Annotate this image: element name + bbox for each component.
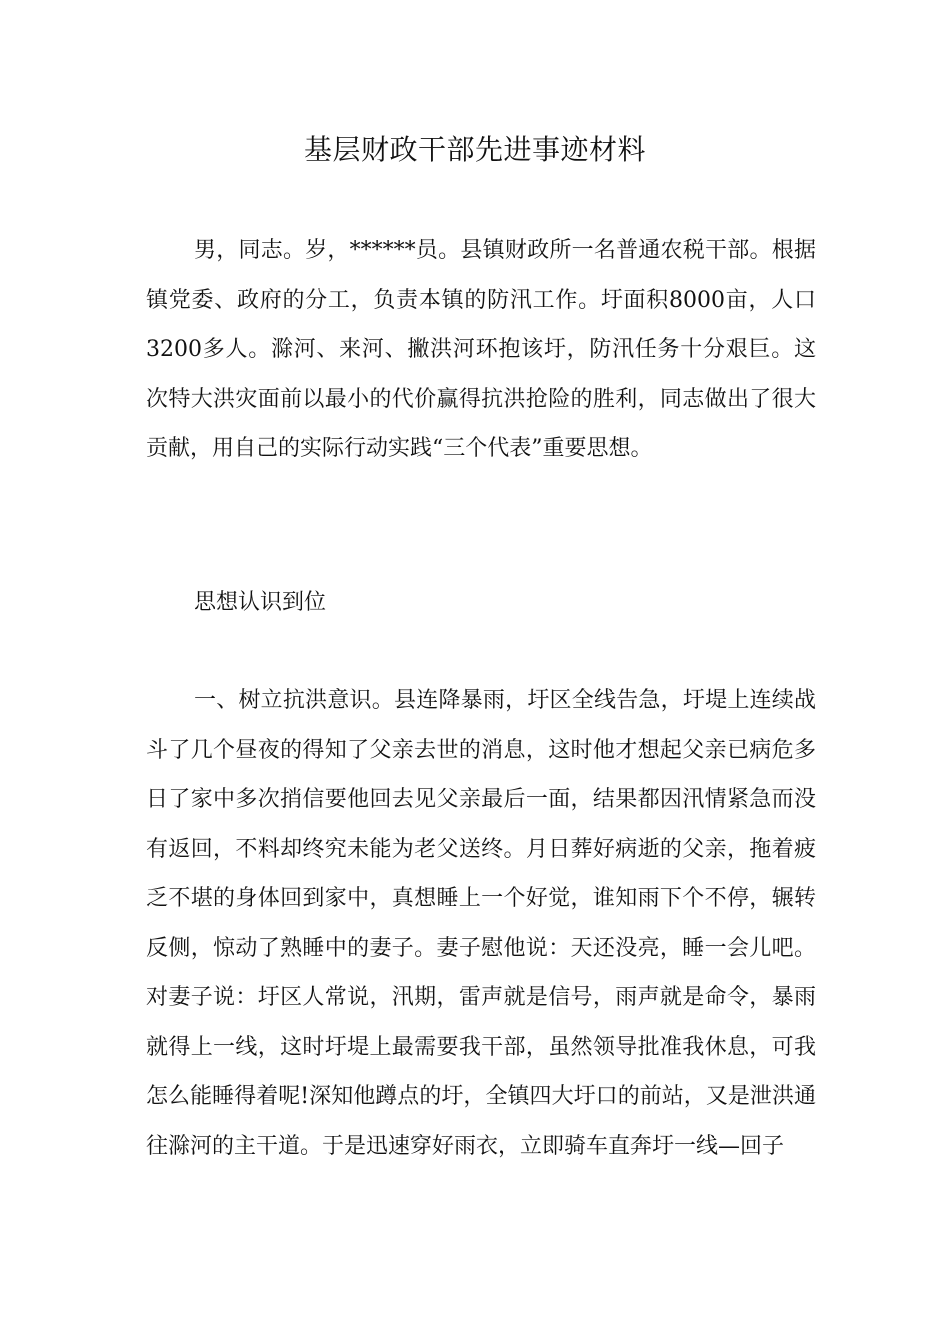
document-title: 基层财政干部先进事迹材料: [303, 133, 646, 166]
section-heading: 思想认识到位: [194, 590, 327, 615]
paragraph-body: 一、树立抗洪意识。县连降暴雨，圩区全线告急，圩堤上连续战斗了几个昼夜的得知了父亲去世的消息，这时他才想起父亲已病危多日了家中多次捎信要他回去见父亲最后一面，结果都因汛情紧急而没有返回，不料却终究未能为老父送终。月日葬好病逝的父亲，拖着疲乏不堪的身体回到家中，真想睡上一个好觉，谁知雨下个不停，辗转反侧，惊动了熟睡中的妻子。妻子慰他说：天还没亮，睡一会儿吧。对妻子说：圩区人常说，汛期，雷声就是信号，雨声就是命令，暴雨就得上一线，这时圩堤上最需要我干部，虽然领导批准我休息，可我怎么能睡得着呢!深知他蹲点的圩，全镇四大圩口的前站，又是泄洪通往滁河的主干道。于是迅速穿好雨衣，立即骑车直奔圩一线—回子: [146, 688, 816, 1159]
paragraph-intro: 男，同志。岁，******员。县镇财政所一名普通农税干部。根据镇党委、政府的分工，负责本镇的防汛工作。圩面积8000亩，人口3200多人。滁河、来河、撇洪河环抱该圩，防汛任务十分艰巨。这次特大洪灾面前以最小的代价赢得抗洪抢险的胜利，同志做出了很大贡献，用自己的实际行动实践“三个代表”重要思想。: [146, 238, 816, 461]
